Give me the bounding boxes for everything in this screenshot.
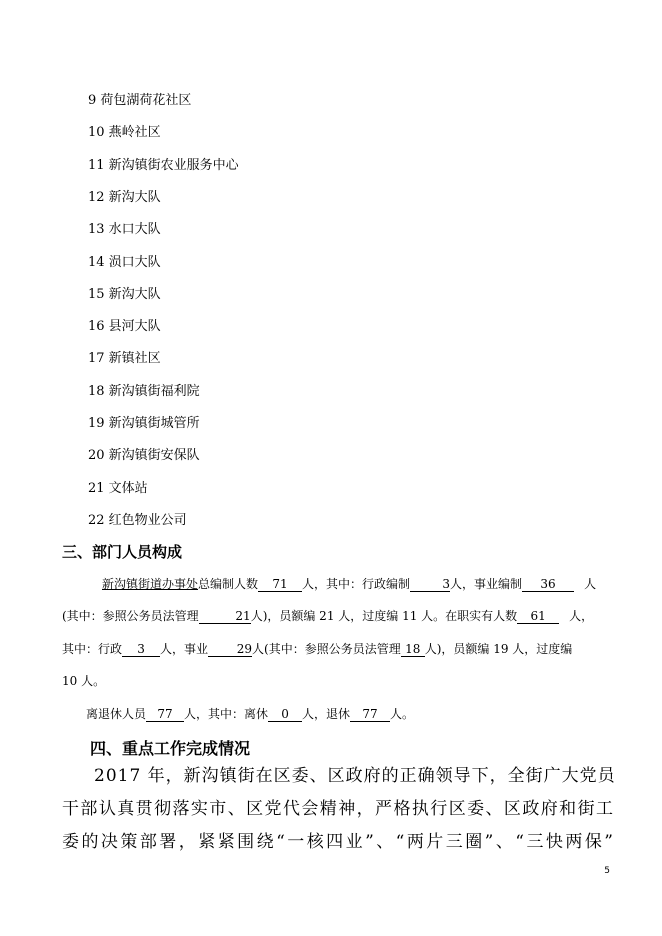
actual-admin-value: 3	[122, 642, 160, 657]
text: 人，其中：离休	[184, 707, 269, 721]
actual-reference-value: 18	[401, 642, 425, 657]
text: 人。	[390, 707, 415, 721]
section-4-heading: 四、重点工作完成情况	[90, 739, 251, 758]
text: 人，	[569, 609, 594, 623]
text: 人(其中：参照公务员法管理	[252, 642, 401, 656]
actual-institution-value: 29	[208, 642, 252, 657]
text: 其中：行政	[62, 642, 123, 656]
text: 人，事业编制	[450, 577, 523, 591]
retired-line	[86, 706, 414, 722]
page-number: 5	[604, 866, 610, 876]
unit-list-item: 12 新沟大队	[88, 189, 161, 205]
unit-list-item: 18 新沟镇街福利院	[88, 383, 200, 399]
reference-quota-value: 21	[199, 609, 251, 624]
lixiu-value: 0	[268, 707, 302, 722]
total-quota-value: 71	[258, 577, 302, 592]
unit-list-item: 15 新沟大队	[88, 286, 161, 302]
retired-total-value: 77	[146, 707, 184, 722]
unit-list-item: 9 荷包湖荷花社区	[88, 93, 192, 108]
staffing-line-4: 10 人。	[62, 674, 106, 688]
text: 人)，员额编 19 人，过度编	[424, 642, 573, 656]
unit-list-item: 11 新沟镇街农业服务中心	[88, 157, 239, 173]
text: 人)，员额编 21 人，过度编 11 人。在职实有人数	[250, 609, 518, 623]
unit-list-item: 21 文体站	[88, 480, 148, 496]
unit-list-item: 13 水口大队	[88, 222, 161, 238]
text: 人，事业	[160, 642, 209, 656]
unit-list-item: 19 新沟镇街城管所	[88, 416, 200, 431]
text: (其中：参照公务员法管理	[62, 609, 199, 623]
body-line-2: 干部认真贯彻落实市、区党代会精神，严格执行区委、区政府和街工	[62, 799, 614, 819]
unit-list-item: 17 新镇社区	[88, 351, 161, 367]
unit-list-item: 14 涢口大队	[88, 254, 161, 270]
unit-list-item: 22 红色物业公司	[88, 512, 187, 528]
unit-list-item: 16 县河大队	[88, 319, 161, 335]
text: 人，退休	[302, 707, 351, 721]
text: 人	[584, 577, 597, 591]
body-line-1: 2017 年，新沟镇街在区委、区政府的正确领导下，全街广大党员	[94, 766, 616, 786]
text: 总编制人数	[198, 577, 259, 591]
body-line-3: 委的决策部署，紧紧围绕“一核四业”、“两片三圈”、“三快两保”	[62, 832, 614, 852]
staffing-line-1	[102, 576, 596, 592]
admin-quota-value: 3	[410, 577, 450, 592]
org-name: 新沟镇街道办事处	[102, 577, 199, 591]
unit-list-item: 10 燕岭社区	[88, 125, 161, 141]
actual-staff-value: 61	[517, 609, 559, 624]
institution-quota-value: 36	[522, 577, 574, 592]
staffing-line-3	[62, 641, 572, 657]
section-3-heading: 三、部门人员构成	[62, 543, 183, 561]
text: 离退休人员	[86, 707, 147, 721]
unit-list-item: 20 新沟镇街安保队	[88, 448, 200, 464]
text: 人，其中：行政编制	[302, 577, 411, 591]
staffing-line-2	[62, 608, 593, 624]
tuixiu-value: 77	[350, 707, 390, 722]
